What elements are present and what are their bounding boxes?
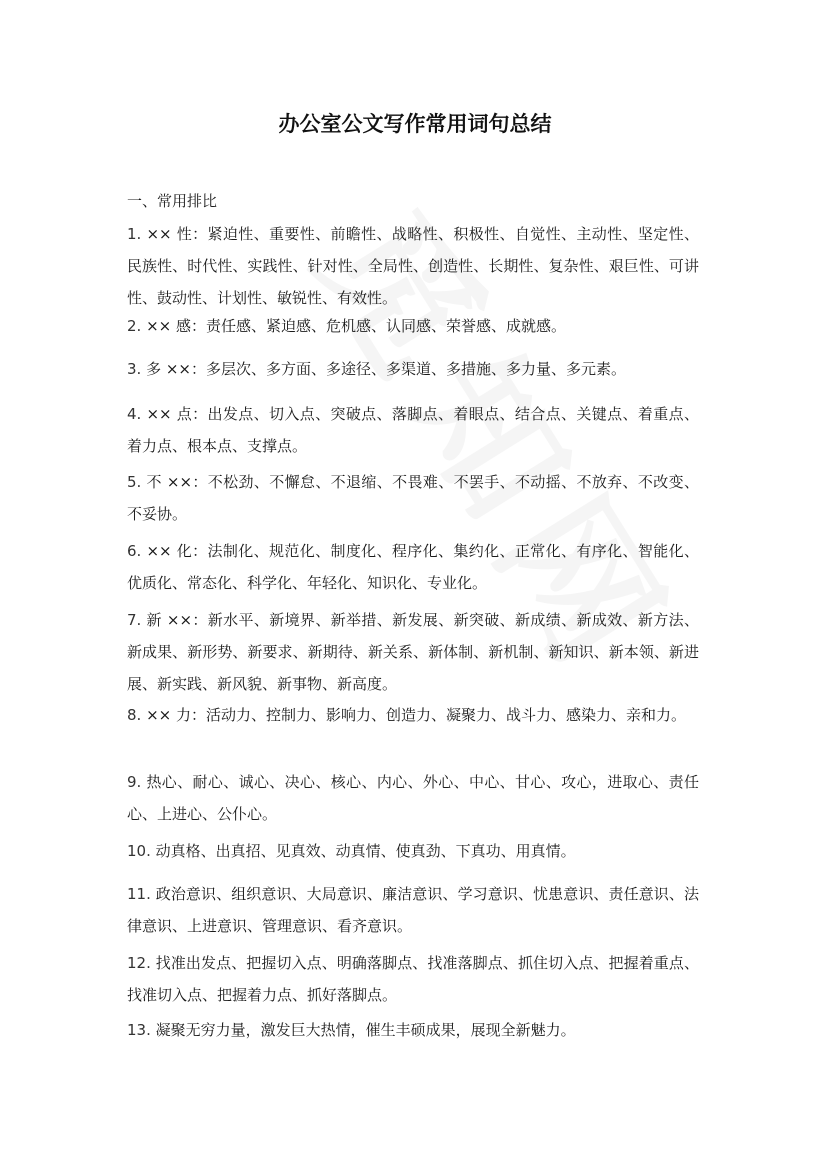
item-number: 9.: [127, 773, 142, 791]
item-text: 热心、耐心、诚心、决心、核心、内心、外心、中心、甘心、攻心，进取心、责任心、上进心、公仆心。: [127, 773, 699, 823]
item-number: 1.: [127, 225, 142, 243]
item-number: 13.: [127, 1021, 151, 1039]
list-item: [127, 466, 699, 530]
section-heading: 一、常用排比: [127, 192, 218, 210]
item-text: ×× 化：法制化、规范化、制度化、程序化、集约化、正常化、有序化、智能化、优质化、常态化、科学化、年轻化、知识化、专业化。: [127, 542, 699, 592]
item-text: 不 ××：不松劲、不懈怠、不退缩、不畏难、不罢手、不动摇、不放弃、不改变、不妥协。: [127, 473, 699, 523]
item-text: 多 ××：多层次、多方面、多途径、多渠道、多措施、多力量、多元素。: [141, 360, 626, 378]
item-number: 6.: [127, 542, 142, 560]
item-text: 找准出发点、把握切入点、明确落脚点、找准落脚点、抓住切入点、把握着重点、找准切入点、把握着力点、抓好落脚点。: [127, 954, 699, 1004]
list-item: [127, 766, 699, 830]
list-item: [127, 310, 699, 342]
list-item: [127, 878, 699, 942]
list-item: [127, 835, 699, 867]
item-number: 5.: [127, 473, 142, 491]
list-item: [127, 604, 699, 700]
item-number: 11.: [127, 885, 151, 903]
item-text: 动真格、出真招、见真效、动真情、使真劲、下真功、用真情。: [150, 842, 576, 860]
item-number: 7.: [127, 611, 142, 629]
item-text: ×× 感：责任感、紧迫感、危机感、认同感、荣誉感、成就感。: [141, 317, 566, 335]
list-item: [127, 218, 699, 314]
page-title: 办公室公文写作常用词句总结: [278, 112, 552, 136]
item-number: 8.: [127, 706, 142, 724]
item-text: 凝聚无穷力量，激发巨大热情，催生丰硕成果，展现全新魅力。: [150, 1021, 576, 1039]
item-number: 4.: [127, 405, 142, 423]
item-number: 10.: [127, 842, 151, 860]
item-text: ×× 点：出发点、切入点、突破点、落脚点、着眼点、结合点、关键点、着重点、着力点、根本点、支撑点。: [127, 405, 699, 455]
list-item: [127, 699, 699, 731]
list-item: [127, 398, 699, 462]
item-text: ×× 性：紧迫性、重要性、前瞻性、战略性、积极性、自觉性、主动性、坚定性、民族性、时代性、实践性、针对性、全局性、创造性、长期性、复杂性、艰巨性、可讲性、鼓动性、计划性、敏锐性、有效性。: [127, 225, 699, 307]
list-item: [127, 535, 699, 599]
item-text: ×× 力：活动力、控制力、影响力、创造力、凝聚力、战斗力、感染力、亲和力。: [141, 706, 686, 724]
item-text: 新 ××：新水平、新境界、新举措、新发展、新突破、新成绩、新成效、新方法、新成果、新形势、新要求、新期待、新关系、新体制、新机制、新知识、新本领、新进展、新实践、新风貌、新事物、新高度。: [127, 611, 699, 693]
list-item: [127, 947, 699, 1011]
item-number: 12.: [127, 954, 151, 972]
item-number: 2.: [127, 317, 142, 335]
list-item: [127, 1014, 699, 1046]
item-text: 政治意识、组织意识、大局意识、廉洁意识、学习意识、忧患意识、责任意识、法律意识、上进意识、管理意识、看齐意识。: [127, 885, 699, 935]
list-item: [127, 353, 699, 385]
item-number: 3.: [127, 360, 142, 378]
